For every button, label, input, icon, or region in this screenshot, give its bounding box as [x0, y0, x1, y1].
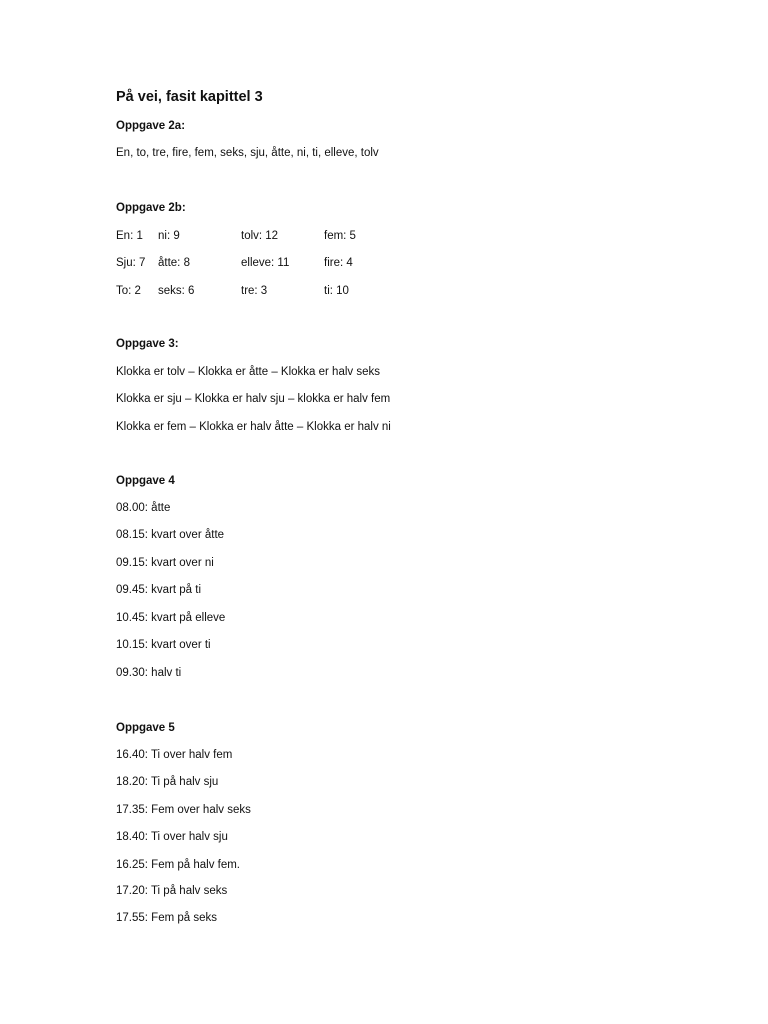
oppgave-4-line: 09.15: kvart over ni	[116, 557, 214, 569]
oppgave-3-line: Klokka er sju – Klokka er halv sju – klokka er halv fem	[116, 393, 391, 405]
oppgave-5-line: 17.55: Fem på seks	[116, 912, 217, 924]
oppgave-5-line: 16.40: Ti over halv fem	[116, 749, 233, 761]
oppgave-2b-cell: fem: 5	[324, 230, 356, 242]
oppgave-2b-cell: seks: 6	[158, 285, 195, 297]
oppgave-4-line: 09.30: halv ti	[116, 667, 182, 679]
oppgave-4-line: 08.00: åtte	[116, 502, 171, 514]
oppgave-2a-text: En, to, tre, fire, fem, seks, sju, åtte, ni, ti, elleve, tolv	[116, 147, 379, 159]
oppgave-2b-row	[116, 229, 536, 243]
oppgave-2b-cell: Sju: 7	[116, 257, 146, 269]
oppgave-2b-row	[116, 284, 536, 298]
oppgave-2b-cell: fire: 4	[324, 257, 353, 269]
oppgave-4-line: 10.45: kvart på elleve	[116, 612, 226, 624]
oppgave-5-heading: Oppgave 5	[116, 722, 175, 734]
oppgave-5-line: 17.35: Fem over halv seks	[116, 804, 251, 816]
oppgave-2b-cell: ti: 10	[324, 285, 349, 297]
oppgave-2b-cell: tre: 3	[241, 285, 268, 297]
oppgave-4-line: 10.15: kvart over ti	[116, 639, 211, 651]
oppgave-2b-cell: åtte: 8	[158, 257, 190, 269]
oppgave-3-heading: Oppgave 3:	[116, 338, 179, 350]
oppgave-2b-cell: tolv: 12	[241, 230, 279, 242]
oppgave-5-line: 17.20: Ti på halv seks	[116, 885, 228, 897]
oppgave-2b-cell: To: 2	[116, 285, 141, 297]
oppgave-5-line: 16.25: Fem på halv fem.	[116, 859, 241, 871]
oppgave-4-heading: Oppgave 4	[116, 475, 175, 487]
oppgave-3-line: Klokka er fem – Klokka er halv åtte – Klokka er halv ni	[116, 421, 391, 433]
oppgave-2a-heading: Oppgave 2a:	[116, 120, 186, 132]
oppgave-2b-cell: En: 1	[116, 230, 143, 242]
oppgave-2b-row	[116, 256, 536, 270]
oppgave-4-line: 08.15: kvart over åtte	[116, 529, 225, 541]
oppgave-2b-heading: Oppgave 2b:	[116, 202, 186, 214]
oppgave-5-line: 18.40: Ti over halv sju	[116, 831, 228, 843]
oppgave-5-line: 18.20: Ti på halv sju	[116, 776, 219, 788]
oppgave-4-line: 09.45: kvart på ti	[116, 584, 202, 596]
oppgave-3-line: Klokka er tolv – Klokka er åtte – Klokka er halv seks	[116, 366, 380, 378]
oppgave-2b-cell: ni: 9	[158, 230, 180, 242]
oppgave-2b-cell: elleve: 11	[241, 257, 290, 269]
page-title: På vei, fasit kapittel 3	[116, 89, 263, 105]
